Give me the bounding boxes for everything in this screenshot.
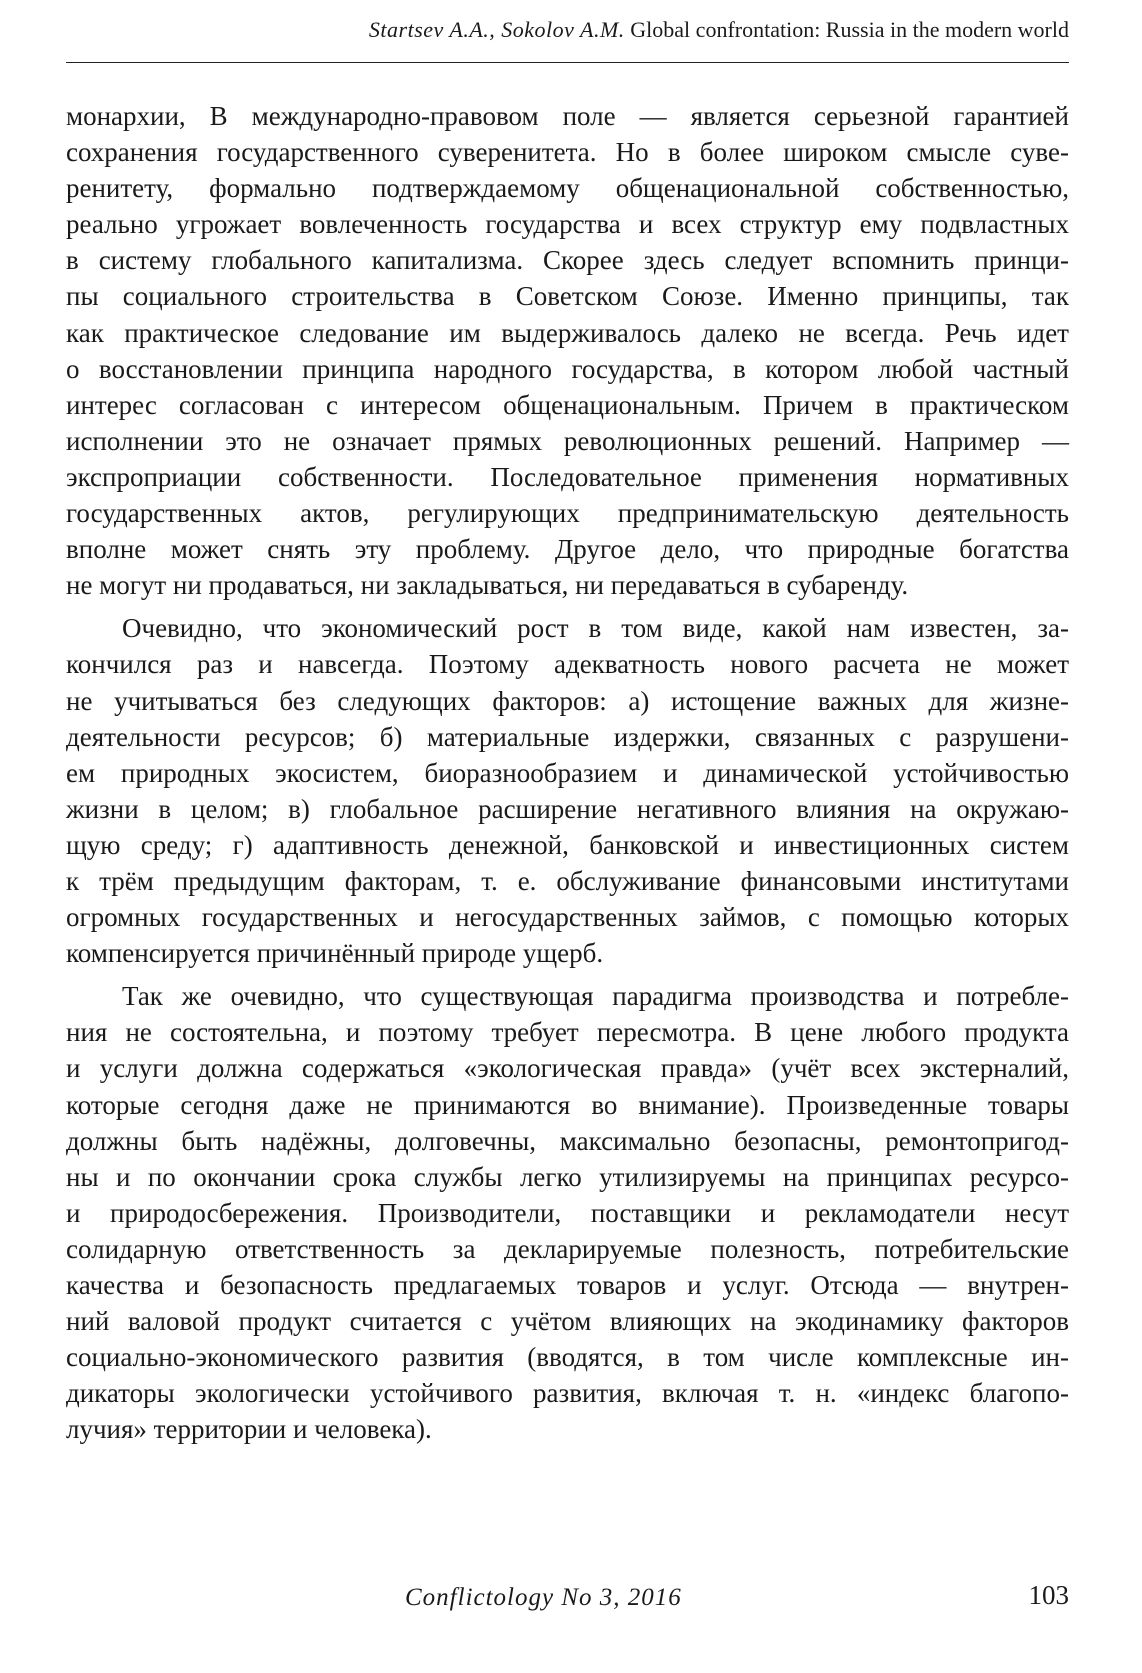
- text-line: качества и безопасность предлагаемых товаров и услуг. Отсюда — внутрен-: [66, 1270, 1069, 1300]
- body-text: [66, 98, 1069, 1447]
- text-line: должны быть надёжны, долговечны, максимально безопасны, ремонтопригод-: [66, 1125, 1069, 1156]
- text-line: ренитету, формально подтверждаемому общенациональной собственностью,: [66, 173, 1069, 204]
- text-line: солидарную ответственность за декларируемые полезность, потребительские: [66, 1233, 1069, 1264]
- text-line: реально угрожает вовлеченность государства и всех структур ему подвластных: [66, 209, 1069, 240]
- text-line: пы социального строительства в Советском Союзе. Именно принципы, так: [66, 281, 1069, 312]
- paragraph-gap: [66, 603, 1069, 610]
- text-line: лучия» территории и человека).: [66, 1414, 432, 1445]
- paragraph: [66, 610, 1069, 971]
- text-line: о восстановлении принципа народного государства, в котором любой частный: [66, 353, 1069, 384]
- text-line: огромных государственных и негосударственных займов, с помощью которых: [66, 902, 1069, 933]
- text-line: ний валовой продукт считается с учётом влияющих на экодинамику факторов: [66, 1306, 1069, 1337]
- text-line: как практическое следование им выдерживалось далеко не всегда. Речь идет: [66, 317, 1069, 348]
- text-line: Так же очевидно, что существующая парадигма производства и потребле-: [122, 981, 1069, 1012]
- text-line: жизни в целом; в) глобальное расширение негативного влияния на окружаю-: [66, 793, 1069, 824]
- text-line: Очевидно, что экономический рост в том виде, какой нам известен, за-: [122, 613, 1069, 644]
- text-line: социально-экономического развития (вводятся, в том числе комплексные ин-: [66, 1342, 1069, 1373]
- paragraph: [66, 978, 1069, 1447]
- running-head: [66, 14, 1069, 46]
- text-line: государственных актов, регулирующих предпринимательскую деятельность: [66, 498, 1069, 529]
- text-line: экспроприации собственности. Последовательное применения нормативных: [66, 461, 1069, 492]
- text-line: сохранения государственного суверенитета. Но в более широком смысле суве-: [66, 137, 1069, 168]
- running-head-title: Global confrontation: Russia in the modern world: [630, 17, 1069, 42]
- text-line: щую среду; г) адаптивность денежной, банковской и инвестиционных систем: [66, 829, 1069, 860]
- text-line: монархии, В международно-правовом поле — является серьезной гарантией: [66, 101, 1069, 131]
- text-line: и природосбережения. Производители, поставщики и рекламодатели несут: [66, 1197, 1069, 1228]
- text-line: кончился раз и навсегда. Поэтому адекватность нового расчета не может: [66, 649, 1069, 680]
- paragraph-gap: [66, 971, 1069, 978]
- footer-journal-name: Conflictology No 3, 2016: [405, 1584, 682, 1611]
- running-head-authors: Startsev A.A., Sokolov A.M.: [368, 17, 625, 42]
- text-line: вполне может снять эту проблему. Другое дело, что природные богатства: [66, 534, 1069, 565]
- text-line: которые сегодня даже не принимаются во внимание). Произведенные товары: [66, 1089, 1069, 1120]
- text-line: ны и по окончании срока службы легко утилизируемы на принципах ресурсо-: [66, 1161, 1069, 1192]
- text-line: не учитываться без следующих факторов: а) истощение важных для жизне-: [66, 685, 1069, 716]
- text-line: в систему глобального капитализма. Скорее здесь следует вспомнить принци-: [66, 245, 1069, 276]
- paragraph: [66, 98, 1069, 603]
- text-line: исполнении это не означает прямых революционных решений. Например —: [66, 425, 1069, 456]
- text-line: ем природных экосистем, биоразнообразием и динамической устойчивостью: [66, 757, 1069, 788]
- text-line: не могут ни продаваться, ни закладываться, ни передаваться в субаренду.: [66, 570, 909, 601]
- text-line: ния не состоятельна, и поэтому требует пересмотра. В цене любого продукта: [66, 1017, 1069, 1048]
- text-line: компенсируется причинённый природе ущерб.: [66, 938, 604, 969]
- text-line: к трём предыдущим факторам, т. е. обслуживание финансовыми институтами: [66, 865, 1069, 896]
- page-number: 103: [1028, 1580, 1069, 1610]
- text-line: и услуги должна содержаться «экологическая правда» (учёт всех экстерналий,: [66, 1053, 1069, 1084]
- text-line: интерес согласован с интересом общенациональным. Причем в практическом: [66, 389, 1069, 420]
- text-line: деятельности ресурсов; б) материальные издержки, связанных с разрушени-: [66, 721, 1069, 752]
- header-rule: [66, 62, 1069, 63]
- text-line: дикаторы экологически устойчивого развития, включая т. н. «индекс благопо-: [66, 1378, 1069, 1409]
